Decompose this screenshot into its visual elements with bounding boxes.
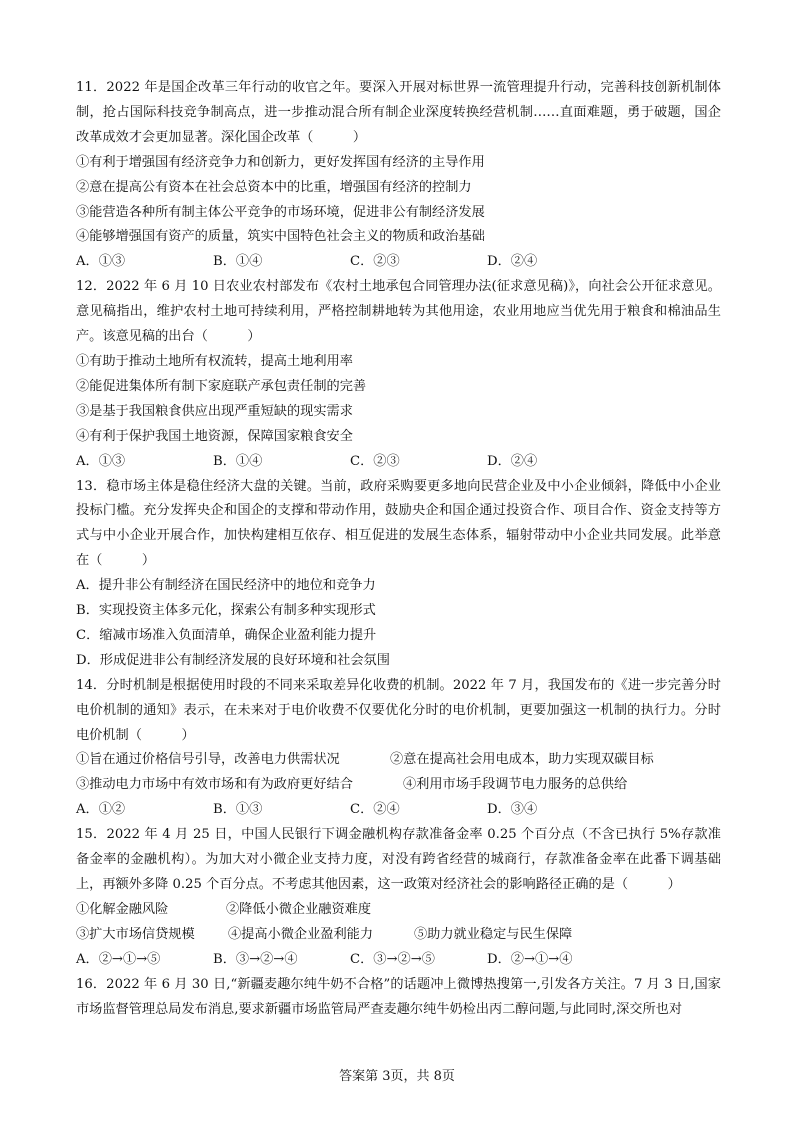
choice-b: B．①④ xyxy=(213,254,263,270)
choice-d: D．②④ xyxy=(487,254,538,270)
choice-b: B．③→②→④ xyxy=(213,951,298,967)
choice-a: A．②→①→⑤ xyxy=(76,951,161,967)
question-stem: 12．2022 年 6 月 10 日农业农村部发布《农村土地承包合同管理办法(征求意见稿)》，向社会公开征求意见。意见稿指出，维护农村土地可持续利用，严格控制耕地转为其他用途，农业用地应当优先用于粮食和棉油品生产。该意见稿的出台（ ） xyxy=(76,279,721,345)
choice-c: C．②④ xyxy=(350,802,400,818)
answer-choices xyxy=(76,798,721,823)
option-line: ③能营造各种所有制主体公平竞争的市场环境，促进非公有制经济发展 xyxy=(76,204,485,220)
choice-b: B．①④ xyxy=(213,453,263,469)
option-line: ④利用市场手段调节电力服务的总供给 xyxy=(403,777,628,793)
choice-c: C．②③ xyxy=(350,254,400,270)
option-line: ②意在提高社会用电成本，助力实现双碳目标 xyxy=(390,752,654,768)
option-row xyxy=(76,923,721,948)
option-line: B．实现投资主体多元化，探索公有制多种实现形式 xyxy=(76,603,376,619)
option-line: D．形成促进非公有制经济发展的良好环境和社会氛围 xyxy=(76,652,390,668)
question-14 xyxy=(76,674,721,823)
question-stem: 16．2022 年 6 月 30 日,“新疆麦趣尔纯牛奶不合格”的话题冲上微博热搜第一,引发各方关注。7 月 3 日,国家市场监督管理总局发布消息,要求新疆市场监管局严查麦趣尔纯牛奶检出丙二醇问题,与此同时,深交所也对 xyxy=(76,976,721,1017)
question-stem: 14．分时机制是根据使用时段的不同来采取差异化收费的机制。2022 年 7 月，我国发布的《进一步完善分时电价机制的通知》表示，在未来对于电价收费不仅要优化分时的电价机制，更要加强这一机制的执行力。分时电价机制（ ） xyxy=(76,677,721,743)
option-line: ⑤助力就业稳定与民生保障 xyxy=(414,926,573,942)
question-11 xyxy=(76,76,721,275)
choice-b: B．①③ xyxy=(213,802,263,818)
choice-d: D．②→①→④ xyxy=(487,951,573,967)
option-line: ③扩大市场信贷规模 xyxy=(76,926,195,942)
question-stem: 11．2022 年是国企改革三年行动的收官之年。要深入开展对标世界一流管理提升行动，完善科技创新机制体制，抢占国际科技竞争制高点，进一步推动混合所有制企业深度转换经营机制……直面难题，勇于破题，国企改革成效才会更加显著。深化国企改革（ ） xyxy=(76,80,721,145)
page-footer: 答案第 3页，共 8页 xyxy=(339,1069,455,1084)
option-line: ①化解金融风险 xyxy=(76,901,169,917)
question-13 xyxy=(76,475,721,674)
option-row xyxy=(76,748,721,773)
answer-choices xyxy=(76,250,721,275)
choice-c: C．③→②→⑤ xyxy=(350,951,435,967)
question-15 xyxy=(76,823,721,972)
option-row xyxy=(76,773,721,798)
question-12 xyxy=(76,275,721,474)
answer-choices xyxy=(76,450,721,475)
option-line: ③是基于我国粮食供应出现严重短缺的现实需求 xyxy=(76,403,353,419)
question-stem: 13．稳市场主体是稳住经济大盘的关键。当前，政府采购要更多地向民营企业及中小企业倾斜，降低中小企业投标门槛。充分发挥央企和国企的支撑和带动作用，鼓励央企和国企通过投资合作、项目合作、资金支持等方式与中小企业开展合作，加快构建相互依存、相互促进的发展生态体系，辐射带动中小企业共同发展。此举意在（ ） xyxy=(76,478,721,569)
option-line: ④有利于保护我国土地资源，保障国家粮食安全 xyxy=(76,428,353,444)
option-line: ④提高小微企业盈利能力 xyxy=(228,926,374,942)
option-row xyxy=(76,898,721,923)
option-line: ④能够增强国有资产的质量，筑实中国特色社会主义的物质和政治基础 xyxy=(76,229,485,245)
option-line: ①有助于推动土地所有权流转，提高土地利用率 xyxy=(76,353,353,369)
option-line: C．缩减市场准入负面清单，确保企业盈利能力提升 xyxy=(76,627,377,643)
choice-a: A．①③ xyxy=(76,453,126,469)
choice-a: A．①② xyxy=(76,802,126,818)
choice-a: A．①③ xyxy=(76,254,126,270)
option-line: A．提升非公有制经济在国民经济中的地位和竞争力 xyxy=(76,578,376,594)
option-line: ②能促进集体所有制下家庭联产承包责任制的完善 xyxy=(76,378,367,394)
option-line: ①有利于增强国有经济竞争力和创新力，更好发挥国有经济的主导作用 xyxy=(76,154,485,170)
question-stem: 15．2022 年 4 月 25 日，中国人民银行下调金融机构存款准备金率 0.25 个百分点（不含已执行 5%存款准备金率的金融机构）。为加大对小微企业支持力度，对没有跨省经营的城商行，存款准备金率在此番下调基础上，再额外多降 0.25 个百分点。不考虑其他因素，这一政策对经济社会的影响路径正确的是（ ） xyxy=(76,827,721,892)
option-line: ①旨在通过价格信号引导，改善电力供需状况 xyxy=(76,752,340,768)
option-line: ③推动电力市场中有效市场和有为政府更好结合 xyxy=(76,777,353,793)
choice-c: C．②③ xyxy=(350,453,400,469)
choice-d: D．②④ xyxy=(487,453,538,469)
choice-d: D．③④ xyxy=(487,802,538,818)
answer-choices xyxy=(76,948,721,973)
option-line: ②降低小微企业融资难度 xyxy=(226,901,372,917)
question-list xyxy=(76,76,721,1022)
option-line: ②意在提高公有资本在社会总资本中的比重，增强国有经济的控制力 xyxy=(76,179,472,195)
question-16 xyxy=(76,973,721,1023)
